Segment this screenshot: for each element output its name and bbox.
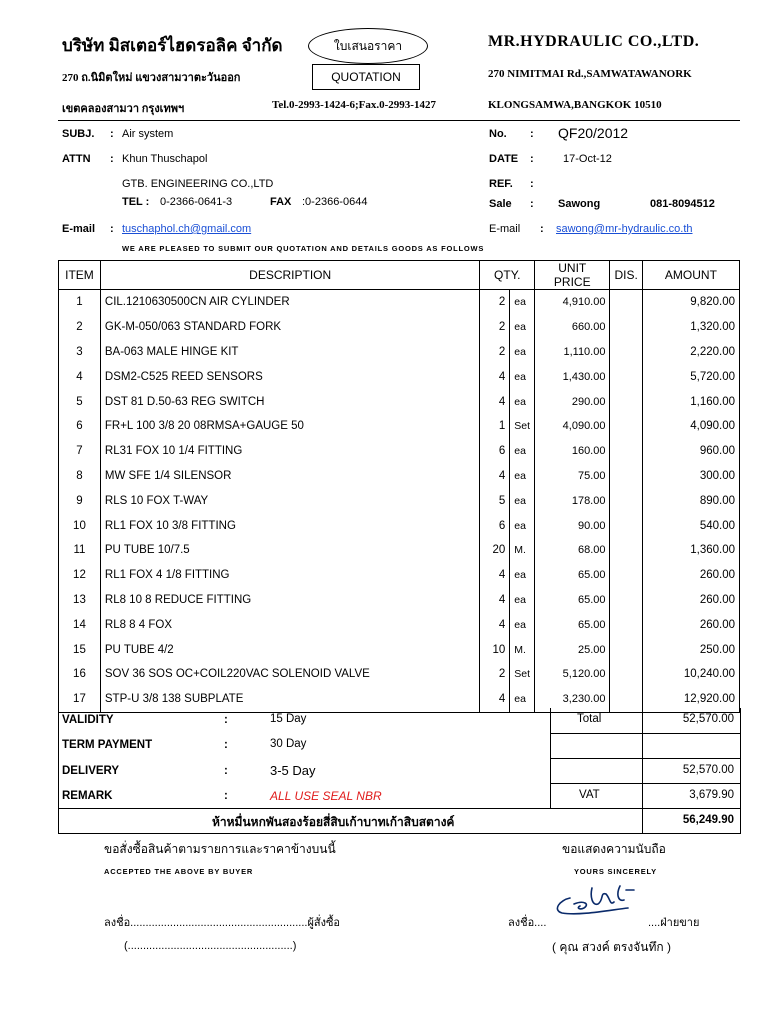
seller-statement-en: YOURS SINCERELY	[574, 867, 657, 876]
delivery-label: DELIVERY	[62, 765, 120, 777]
item-unit-price: 68.00	[535, 538, 610, 563]
table-row	[59, 315, 740, 340]
attention-value: Khun Thuschapol	[122, 153, 208, 165]
item-description: MW SFE 1/4 SILENSOR	[100, 464, 480, 489]
item-unit-price: 4,910.00	[535, 290, 610, 315]
item-unit: ea	[510, 513, 535, 538]
item-unit: ea	[510, 364, 535, 389]
item-number: 4	[59, 364, 101, 389]
payment-colon: :	[224, 739, 228, 751]
item-discount	[610, 588, 642, 613]
item-discount	[610, 290, 642, 315]
item-description: RL8 8 4 FOX	[100, 612, 480, 637]
sale-phone: 081-8094512	[650, 198, 715, 210]
buyer-statement-en: ACCEPTED THE ABOVE BY BUYER	[104, 867, 254, 876]
seller-statement-th: ขอแสดงความนับถือ	[562, 842, 666, 856]
item-unit-price: 1,430.00	[535, 364, 610, 389]
item-unit: Set	[510, 414, 535, 439]
table-row	[59, 538, 740, 563]
item-qty: 2	[480, 340, 510, 365]
payment-value: 30 Day	[270, 738, 307, 750]
item-number: 7	[59, 439, 101, 464]
item-number: 6	[59, 414, 101, 439]
total-value: 52,570.00	[682, 713, 734, 725]
remark-label: REMARK	[62, 790, 113, 802]
table-header-row	[59, 261, 740, 290]
item-discount	[610, 538, 642, 563]
item-discount	[610, 687, 642, 712]
item-description: GK-M-050/063 STANDARD FORK	[100, 315, 480, 340]
item-qty: 4	[480, 389, 510, 414]
item-amount: 10,240.00	[642, 662, 739, 687]
totals-line-3	[550, 783, 740, 784]
item-number: 14	[59, 612, 101, 637]
item-unit-price: 25.00	[535, 637, 610, 662]
item-unit-price: 178.00	[535, 488, 610, 513]
remark-colon: :	[224, 790, 228, 802]
item-amount: 260.00	[642, 563, 739, 588]
item-qty: 2	[480, 315, 510, 340]
item-amount: 540.00	[642, 513, 739, 538]
total-label: Total	[577, 713, 602, 725]
col-unit-price-header: UNIT PRICE	[535, 261, 610, 290]
item-amount: 960.00	[642, 439, 739, 464]
no-colon: :	[530, 128, 534, 140]
vat-value: 3,679.90	[689, 789, 734, 801]
totals-line-1	[550, 733, 740, 734]
item-qty: 4	[480, 612, 510, 637]
remark-value: ALL USE SEAL NBR	[270, 789, 382, 803]
item-amount: 260.00	[642, 612, 739, 637]
item-unit: ea	[510, 290, 535, 315]
item-amount: 1,320.00	[642, 315, 739, 340]
item-discount	[610, 513, 642, 538]
ref-label: REF.	[489, 178, 513, 190]
table-row	[59, 662, 740, 687]
item-amount: 300.00	[642, 464, 739, 489]
validity-label: VALIDITY	[62, 714, 114, 726]
item-discount	[610, 612, 642, 637]
item-discount	[610, 637, 642, 662]
item-unit: ea	[510, 612, 535, 637]
company-name-th: บริษัท มิสเตอร์ไฮดรอลิค จำกัด	[62, 36, 283, 55]
header-divider	[58, 120, 740, 121]
fax-label: FAX	[270, 196, 292, 208]
col-qty-header: QTY.	[480, 261, 535, 290]
item-unit: ea	[510, 315, 535, 340]
table-row	[59, 612, 740, 637]
seller-signature-suffix: ....ฝ่ายขาย	[648, 917, 700, 929]
item-unit: ea	[510, 340, 535, 365]
sale-label: Sale	[489, 198, 512, 210]
item-unit-price: 65.00	[535, 612, 610, 637]
delivery-value: 3-5 Day	[270, 763, 316, 778]
table-row	[59, 687, 740, 712]
item-unit-price: 290.00	[535, 389, 610, 414]
subtotal-value: 52,570.00	[682, 764, 734, 776]
seller-signature-image	[540, 880, 660, 924]
totals-right-border	[740, 708, 741, 808]
item-unit-price: 4,090.00	[535, 414, 610, 439]
item-unit-price: 1,110.00	[535, 340, 610, 365]
no-label: No.	[489, 128, 507, 140]
buyer-statement-th: ขอสั่งซื้อสินค้าตามรายการและราคาข้างบนนี้	[104, 842, 336, 856]
table-row	[59, 488, 740, 513]
item-amount: 260.00	[642, 588, 739, 613]
date-colon: :	[530, 153, 534, 165]
item-unit: ea	[510, 439, 535, 464]
item-amount: 4,090.00	[642, 414, 739, 439]
col-item-header: ITEM	[59, 261, 101, 290]
item-description: DST 81 D.50-63 REG SWITCH	[100, 389, 480, 414]
item-number: 12	[59, 563, 101, 588]
item-discount	[610, 662, 642, 687]
email-colon: :	[110, 223, 114, 235]
item-number: 15	[59, 637, 101, 662]
item-amount: 890.00	[642, 488, 739, 513]
items-table	[58, 260, 740, 713]
sales-email-link[interactable]: sawong@mr-hydraulic.co.th	[556, 223, 693, 235]
validity-value: 15 Day	[270, 713, 307, 725]
item-unit: ea	[510, 488, 535, 513]
customer-email-link[interactable]: tuschaphol.ch@gmail.com	[122, 223, 252, 235]
delivery-colon: :	[224, 765, 228, 777]
date-label: DATE	[489, 153, 519, 165]
item-discount	[610, 464, 642, 489]
item-description: PU TUBE 10/7.5	[100, 538, 480, 563]
date-value: 17-Oct-12	[563, 153, 612, 165]
item-amount: 250.00	[642, 637, 739, 662]
company-address-en-1: 270 NIMITMAI Rd.,SAMWATAWANORK	[488, 68, 692, 80]
item-number: 1	[59, 290, 101, 315]
item-number: 3	[59, 340, 101, 365]
buyer-name-line: (......................................................)	[124, 940, 297, 952]
sale-colon: :	[530, 198, 534, 210]
tel-value: 0-2366-0641-3	[160, 196, 233, 208]
item-number: 5	[59, 389, 101, 414]
table-row	[59, 340, 740, 365]
item-unit-price: 160.00	[535, 439, 610, 464]
item-qty: 2	[480, 290, 510, 315]
item-unit-price: 660.00	[535, 315, 610, 340]
item-qty: 4	[480, 563, 510, 588]
item-qty: 4	[480, 364, 510, 389]
table-row	[59, 290, 740, 315]
item-qty: 6	[480, 439, 510, 464]
item-description: BA-063 MALE HINGE KIT	[100, 340, 480, 365]
item-description: FR+L 100 3/8 20 08RMSA+GAUGE 50	[100, 414, 480, 439]
item-amount: 1,360.00	[642, 538, 739, 563]
company-tel-fax: Tel.0-2993-1424-6;Fax.0-2993-1427	[272, 99, 436, 111]
item-unit-price: 65.00	[535, 563, 610, 588]
item-description: PU TUBE 4/2	[100, 637, 480, 662]
item-unit: ea	[510, 687, 535, 712]
validity-colon: :	[224, 714, 228, 726]
item-qty: 6	[480, 513, 510, 538]
item-description: RLS 10 FOX T-WAY	[100, 488, 480, 513]
item-description: CIL.1210630500CN AIR CYLINDER	[100, 290, 480, 315]
item-description: RL1 FOX 4 1/8 FITTING	[100, 563, 480, 588]
table-row	[59, 588, 740, 613]
col-description-header: DESCRIPTION	[100, 261, 480, 290]
item-qty: 4	[480, 687, 510, 712]
item-number: 16	[59, 662, 101, 687]
item-unit-price: 90.00	[535, 513, 610, 538]
company-name-en: MR.HYDRAULIC CO.,LTD.	[488, 33, 700, 50]
item-amount: 12,920.00	[642, 687, 739, 712]
item-number: 11	[59, 538, 101, 563]
item-discount	[610, 563, 642, 588]
item-unit: ea	[510, 588, 535, 613]
table-row	[59, 464, 740, 489]
quotation-number: QF20/2012	[558, 125, 629, 141]
seller-name: ( คุณ สวงค์ ตรงจันทึก )	[552, 940, 671, 954]
table-row	[59, 414, 740, 439]
item-amount: 1,160.00	[642, 389, 739, 414]
totals-line-2	[550, 758, 740, 759]
item-qty: 1	[480, 414, 510, 439]
quotation-title-en: QUOTATION	[312, 64, 420, 90]
subj-label: SUBJ.	[62, 128, 95, 140]
col-amount-header: AMOUNT	[642, 261, 739, 290]
company-address-th-2: เขตคลองสามวา กรุงเทพฯ	[62, 103, 185, 115]
subj-colon: :	[110, 128, 114, 140]
quotation-title-th: ใบเสนอราคา	[308, 28, 428, 64]
item-discount	[610, 389, 642, 414]
item-unit: M.	[510, 538, 535, 563]
attn-label: ATTN	[62, 153, 91, 165]
item-unit: ea	[510, 563, 535, 588]
item-discount	[610, 340, 642, 365]
item-qty: 20	[480, 538, 510, 563]
company-address-th-1: 270 ถ.นิมิตใหม่ แขวงสามวาตะวันออก	[62, 72, 241, 84]
item-unit: M.	[510, 637, 535, 662]
company-address-en-2: KLONGSAMWA,BANGKOK 10510	[488, 99, 662, 111]
item-unit: ea	[510, 389, 535, 414]
grand-total-words: ห้าหมื่นหกพันสองร้อยสี่สิบเก้าบาทเก้าสิบสตางค์	[212, 815, 455, 829]
item-unit: Set	[510, 662, 535, 687]
attn-colon: :	[110, 153, 114, 165]
item-description: DSM2-C525 REED SENSORS	[100, 364, 480, 389]
intro-text: WE ARE PLEASED TO SUBMIT OUR QUOTATION AND DETAILS GOODS AS FOLLOWS	[122, 244, 485, 253]
item-description: SOV 36 SOS OC+COIL220VAC SOLENOID VALVE	[100, 662, 480, 687]
grand-total-value: 56,249.90	[682, 814, 734, 826]
ref-colon: :	[530, 178, 534, 190]
sale-name: Sawong	[558, 198, 601, 210]
item-unit-price: 3,230.00	[535, 687, 610, 712]
item-description: STP-U 3/8 138 SUBPLATE	[100, 687, 480, 712]
table-row	[59, 563, 740, 588]
item-discount	[610, 364, 642, 389]
buyer-signature-line: ลงชื่อ..........................................................ผู้สั่งซื้อ	[104, 917, 341, 929]
fax-value: :0-2366-0644	[302, 196, 368, 208]
item-amount: 2,220.00	[642, 340, 739, 365]
item-number: 17	[59, 687, 101, 712]
item-number: 9	[59, 488, 101, 513]
item-unit-price: 5,120.00	[535, 662, 610, 687]
item-discount	[610, 414, 642, 439]
table-row	[59, 513, 740, 538]
tel-label: TEL :	[122, 196, 150, 208]
item-unit-price: 65.00	[535, 588, 610, 613]
item-discount	[610, 439, 642, 464]
email2-colon: :	[540, 223, 544, 235]
customer-name: GTB. ENGINEERING CO.,LTD	[122, 178, 274, 190]
item-number: 8	[59, 464, 101, 489]
seller-signature-prefix: ลงชื่อ....	[508, 917, 547, 929]
item-description: RL8 10 8 REDUCE FITTING	[100, 588, 480, 613]
item-qty: 4	[480, 464, 510, 489]
email-label: E-mail	[62, 223, 96, 235]
subject-value: Air system	[122, 128, 174, 140]
item-qty: 4	[480, 588, 510, 613]
item-number: 13	[59, 588, 101, 613]
item-discount	[610, 315, 642, 340]
table-row	[59, 389, 740, 414]
table-row	[59, 439, 740, 464]
item-unit: ea	[510, 464, 535, 489]
item-description: RL1 FOX 10 3/8 FITTING	[100, 513, 480, 538]
item-amount: 5,720.00	[642, 364, 739, 389]
item-description: RL31 FOX 10 1/4 FITTING	[100, 439, 480, 464]
vat-label: VAT	[579, 789, 600, 801]
item-qty: 2	[480, 662, 510, 687]
email2-label: E-mail	[489, 223, 521, 235]
table-row	[59, 637, 740, 662]
item-amount: 9,820.00	[642, 290, 739, 315]
item-qty: 10	[480, 637, 510, 662]
item-unit-price: 75.00	[535, 464, 610, 489]
item-number: 2	[59, 315, 101, 340]
col-dis-header: DIS.	[610, 261, 642, 290]
terms-left-border	[58, 708, 59, 808]
item-number: 10	[59, 513, 101, 538]
table-row	[59, 364, 740, 389]
payment-label: TERM PAYMENT	[62, 739, 153, 751]
item-discount	[610, 488, 642, 513]
item-qty: 5	[480, 488, 510, 513]
grand-total-divider	[642, 808, 643, 834]
